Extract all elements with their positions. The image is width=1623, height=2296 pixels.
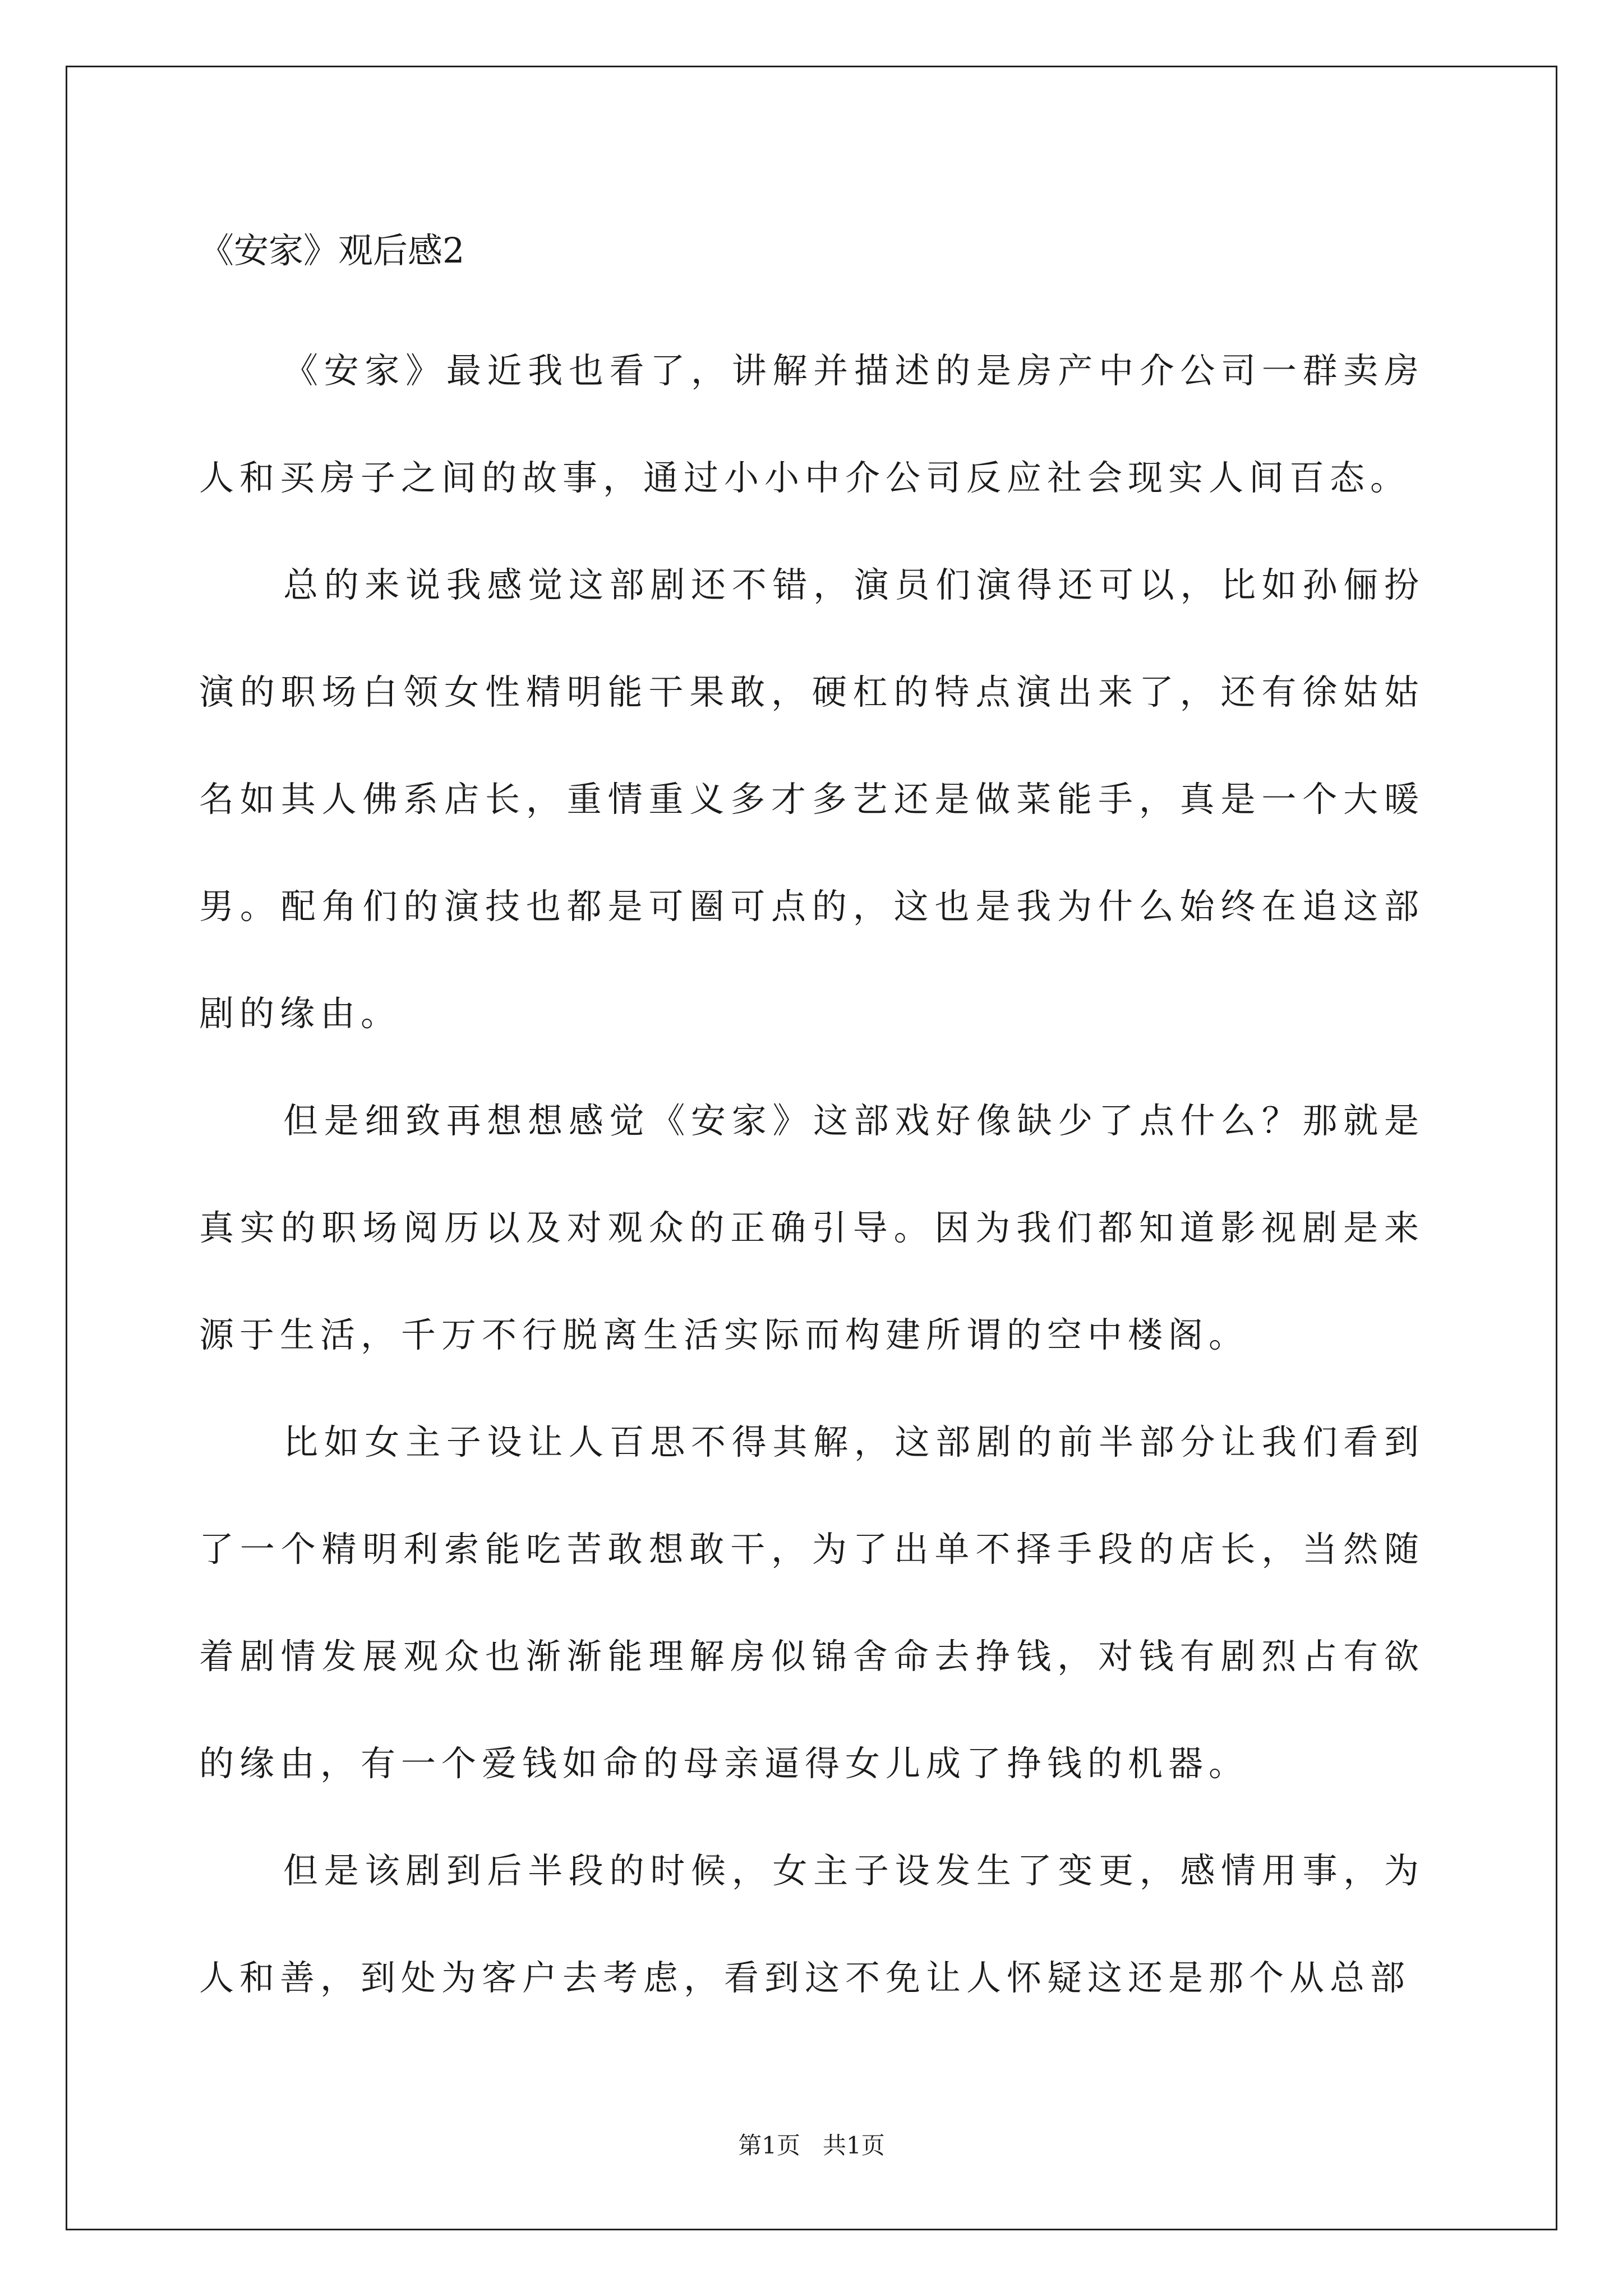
paragraph: 比如女主子设让人百思不得其解，这部剧的前半部分让我们看到了一个精明利索能吃苦敢想敢干，为了出单不择手段的店长，当然随着剧情发展观众也渐渐能理解房似锦舍命去挣钱，对钱有剧烈占有欲的缘由，有一个爱钱如命的母亲逼得女儿成了挣钱的机器。 (199, 1421, 1424, 1784)
paragraph: 总的来说我感觉这部剧还不错，演员们演得还可以，比如孙俪扮演的职场白领女性精明能干果敢，硬杠的特点演出来了，还有徐姑姑名如其人佛系店长，重情重义多才多艺还是做菜能手，真是一个大暖男。配角们的演技也都是可圈可点的，这也是我为什么始终在追这部剧的缘由。 (199, 564, 1424, 1034)
paragraph: 但是该剧到后半段的时候，女主子设发生了变更，感情用事，为人和善，到处为客户去考虑，看到这不免让人怀疑这还是那个从总部 (199, 1850, 1424, 1998)
paragraph: 《安家》最近我也看了，讲解并描述的是房产中介公司一群卖房人和买房子之间的故事，通过小小中介公司反应社会现实人间百态。 (199, 350, 1424, 498)
document-title: 《安家》观后感2 (199, 230, 465, 271)
page-number-footer: 第1页 共1页 (738, 2132, 885, 2159)
paragraph: 但是细致再想想感觉《安家》这部戏好像缺少了点什么？那就是真实的职场阅历以及对观众的正确引导。因为我们都知道影视剧是来源于生活，千万不行脱离生活实际而构建所谓的空中楼阁。 (199, 1100, 1424, 1355)
document-body (199, 317, 1424, 2031)
